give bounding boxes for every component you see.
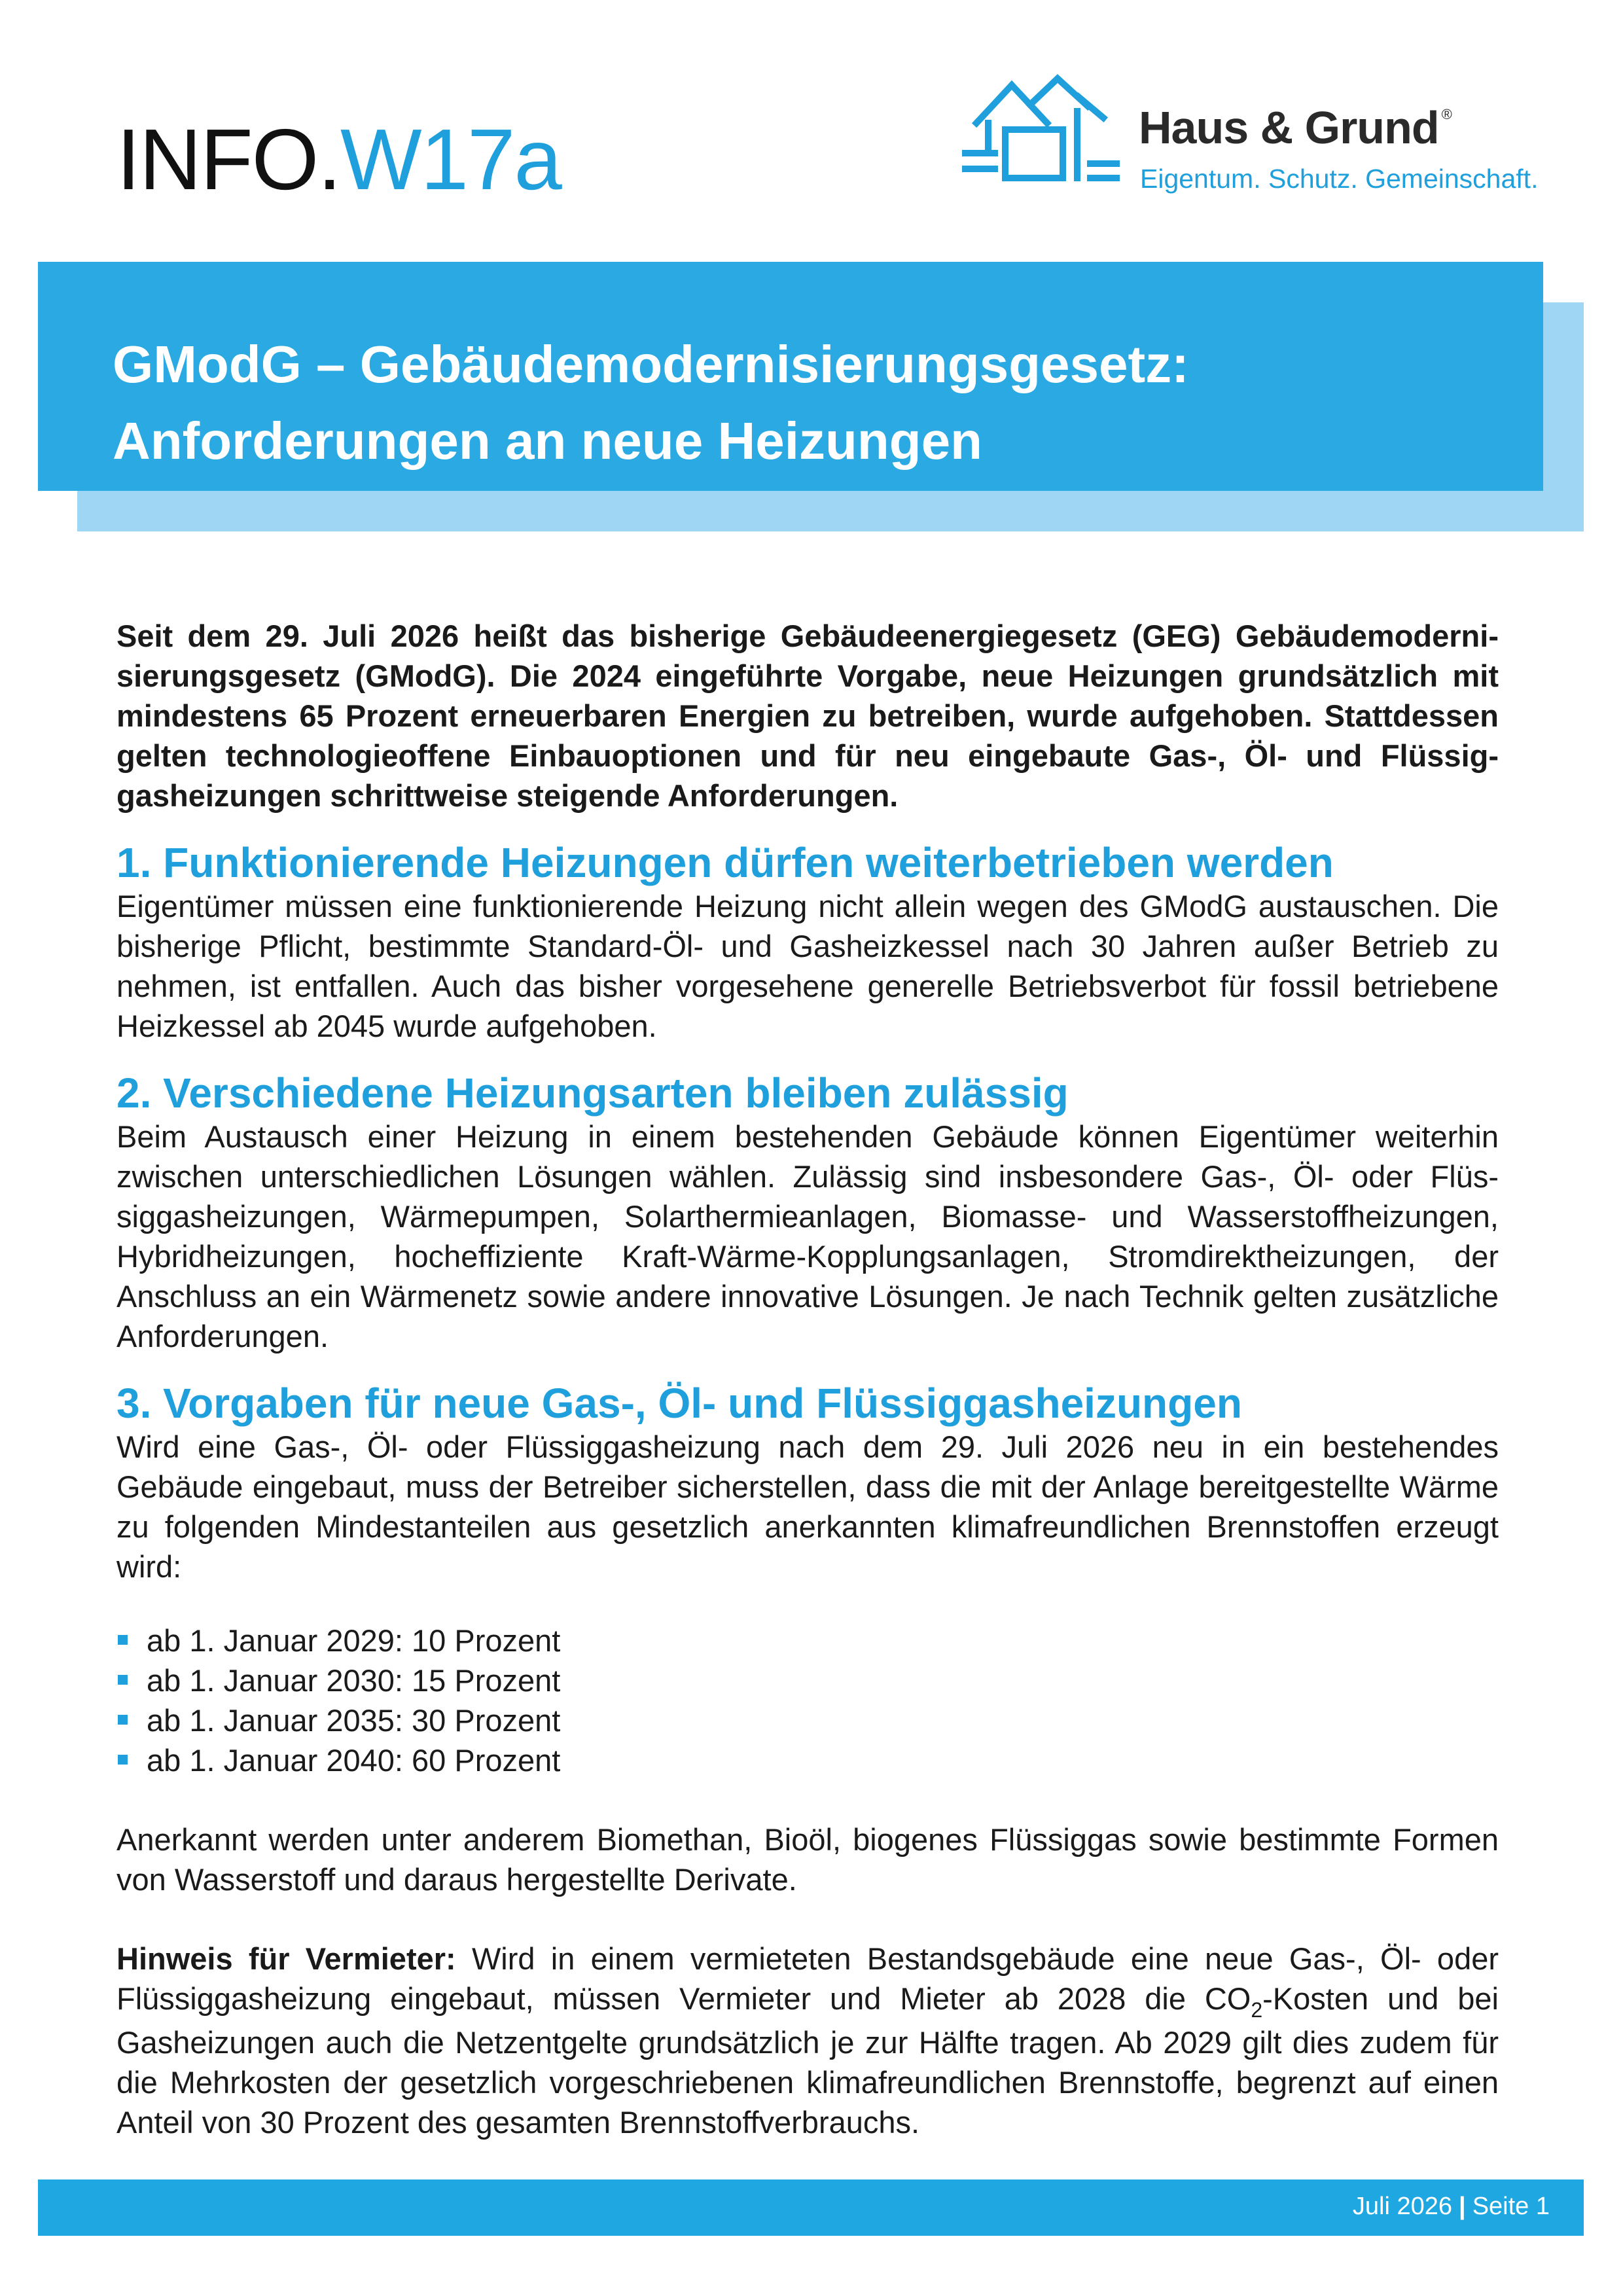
document-code bbox=[116, 111, 561, 207]
section-heading-1: 1. Funktionierende Heizungen dürfen weiterbetrieben werden bbox=[116, 839, 1334, 886]
landlord-note-text-1: Wird in einem vermieteten Bestandsgebäude eine neue Gas-, Öl- oder Flüssiggasheizung eingebaut, müssen Vermieter und Mieter ab 2028 die CO bbox=[116, 1941, 1499, 2016]
co2-subscript: 2 bbox=[1251, 1998, 1263, 2022]
footer-text bbox=[1353, 2194, 1550, 2219]
section-body-3: Wird eine Gas-, Öl- oder Flüssiggasheizung nach dem 29. Juli 2026 neu in ein bestehendes Gebäude eingebaut, muss der Betreiber sicherstellen, dass die mit der Anlage bereitgestellte Wärme zu folgenden Mindestanteilen aus gesetzlich anerkannten klimafreundlichen Brennstoffen erzeugt wird: bbox=[116, 1429, 1499, 1584]
page-title bbox=[113, 326, 1513, 479]
square-bullet-icon bbox=[118, 1635, 128, 1645]
main-content bbox=[116, 616, 1499, 2142]
footer-page-number: Seite 1 bbox=[1472, 2193, 1550, 2220]
registered-mark: ® bbox=[1441, 106, 1452, 122]
landlord-note-text-2: -Kosten und bei Gasheizungen auch die Netzentgelte grundsätzlich je zur Hälfte tragen. Ab 2029 gilt dies zudem für die Mehrkosten der gesetzlich vorgeschriebenen klimafreundlichen Brennstoffe, begrenzt auf einen Anteil von 30 Prozent des gesamten Brennstoffverbrauchs. bbox=[116, 1981, 1499, 2140]
brand-tagline: Eigentum. Schutz. Gemeinschaft. bbox=[1140, 164, 1539, 194]
list-item: ab 1. Januar 2035: 30 Prozent bbox=[116, 1700, 1499, 1740]
list-item: ab 1. Januar 2040: 60 Prozent bbox=[116, 1740, 1499, 1780]
document-code-accent: W17a bbox=[340, 111, 561, 207]
square-bullet-icon bbox=[118, 1675, 128, 1685]
square-bullet-icon bbox=[118, 1715, 128, 1725]
landlord-note-label: Hinweis für Vermieter: bbox=[116, 1941, 456, 1976]
document-code-prefix: INFO. bbox=[116, 111, 340, 207]
house-icon bbox=[962, 71, 1158, 192]
footer-separator: | bbox=[1459, 2193, 1466, 2220]
section-heading-3: 3. Vorgaben für neue Gas-, Öl- und Flüssiggasheizungen bbox=[116, 1380, 1242, 1427]
section-body-2: Beim Austausch einer Heizung in einem bestehenden Gebäude können Eigentümer weiterhin zwischen unterschiedlichen Lösungen wählen. Zulässig sind insbesondere Gas-, Öl- oder Flüssiggasheizungen, Wärmepumpen, Solarthermieanlagen, Biomasse- und Wasserstoffheizungen, Hybridheizungen, hocheffiziente Kraft-Wärme-Kopplungsanlagen, Stromdirektheizungen, der Anschluss an ein Wärmenetz sowie andere innovative Lösungen. Je nach Technik gelten zusätzliche Anforderungen. bbox=[116, 1119, 1499, 1354]
section-body-1: Eigentümer müssen eine funktionierende Heizung nicht allein wegen des GModG austauschen. Die bisherige Pflicht, bestimmte Standard-Öl- und Gasheizkessel nach 30 Jahren außer Betrieb zu nehmen, ist entfallen. Auch das bisher vorgesehene generelle Betriebsverbot für fossil betriebene Heizkessel ab 2045 wurde aufgehoben. bbox=[116, 889, 1499, 1043]
brand-logo bbox=[962, 71, 1551, 202]
requirements-list bbox=[116, 1621, 1499, 1780]
page-title-line-1: GModG – Gebäudemodernisierungsgesetz: bbox=[113, 335, 1189, 393]
brand-name: Haus & Grund ® bbox=[1139, 102, 1452, 153]
landlord-note bbox=[116, 1939, 1499, 2142]
list-item: ab 1. Januar 2030: 15 Prozent bbox=[116, 1660, 1499, 1700]
intro-paragraph: Seit dem 29. Juli 2026 heißt das bisherige Gebäudeenergiegesetz (GEG) Gebäudemodernisierungsgesetz (GModG). Die 2024 eingeführte Vorgabe, neue Heizungen grundsätzlich mit mindestens 65 Prozent erneuerbaren Energien zu betreiben, wurde aufgehoben. Stattdessen gelten technologieoffene Einbauoptionen und für neu eingebaute Gas-, Öl- und Flüssiggasheizungen schrittweise steigende Anforderungen. bbox=[116, 619, 1499, 813]
square-bullet-icon bbox=[118, 1755, 128, 1765]
list-item: ab 1. Januar 2029: 10 Prozent bbox=[116, 1621, 1499, 1660]
footer-bar bbox=[38, 2179, 1584, 2236]
recognized-fuels-paragraph: Anerkannt werden unter anderem Biomethan, Bioöl, biogenes Flüssiggas sowie bestimmte Formen von Wasserstoff und daraus hergestellte Derivate. bbox=[116, 1822, 1499, 1897]
footer-date: Juli 2026 bbox=[1352, 2193, 1453, 2220]
page-title-line-2: Anforderungen an neue Heizungen bbox=[113, 412, 982, 470]
section-heading-2: 2. Verschiedene Heizungsarten bleiben zulässig bbox=[116, 1069, 1069, 1117]
